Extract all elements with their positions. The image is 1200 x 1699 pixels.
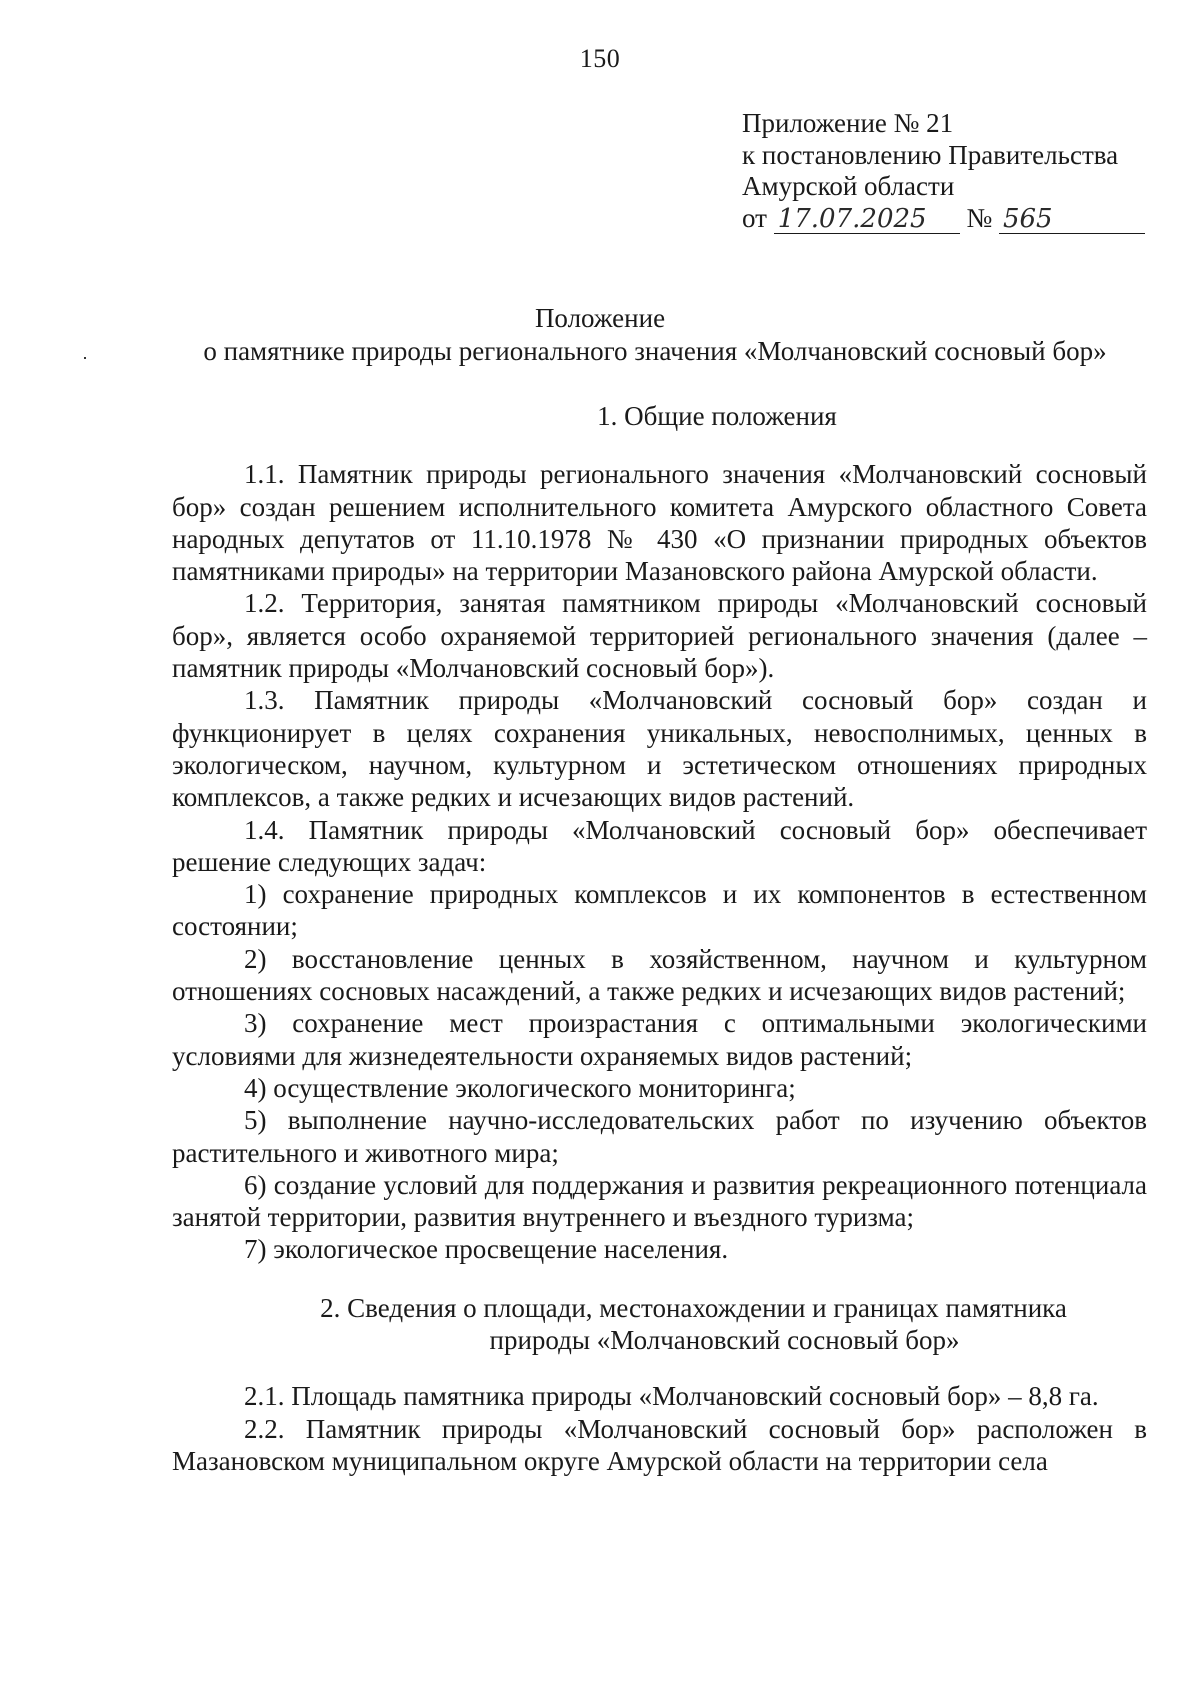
paragraph-2-1: 2.1. Площадь памятника природы «Молчановский сосновый бор» – 8,8 га. — [244, 1381, 1099, 1412]
appendix-block — [742, 108, 1145, 234]
appendix-resolution: к постановлению Правительства — [742, 139, 1119, 170]
page-number: 150 — [579, 44, 621, 73]
paragraph-2-2: 2.2. Памятник природы «Молчановский сосновый бор» расположен в Мазановском муниципальном округе Амурской области на территории села — [172, 1413, 1147, 1476]
list-item-2: 2) восстановление ценных в хозяйственном, научном и культурном отношениях сосновых насаждений, а также редких и исчезающих видов растений; — [172, 943, 1147, 1007]
handwritten-number: 565 — [999, 205, 1145, 234]
list-item-3: 3) сохранение мест произрастания с оптимальными экологическими условиями для жизнедеятельности охраняемых видов растений; — [172, 1008, 1147, 1071]
list-item-4: 4) осуществление экологического мониторинга; — [244, 1072, 796, 1103]
section-2-heading-line-1: 2. Сведения о площади, местонахождении и границах памятника — [320, 1292, 1067, 1323]
document-title — [0, 302, 1200, 368]
list-item-5: 5) выполнение научно-исследовательских работ по изучению объектов растительного и животного мира; — [172, 1105, 1147, 1168]
appendix-region: Амурской области — [742, 171, 955, 201]
appendix-date-number — [742, 203, 1145, 235]
section-1-heading: 1. Общие положения — [597, 401, 837, 431]
title-line-2: о памятнике природы регионального значения «Молчановский сосновый бор» — [203, 336, 1107, 366]
list-item-7: 7) экологическое просвещение населения. — [244, 1234, 729, 1265]
section-2-heading-line-2: природы «Молчановский сосновый бор» — [489, 1325, 960, 1356]
section-2-heading — [172, 1292, 1147, 1357]
paragraph-1-1: 1.1. Памятник природы регионального значения «Молчановский сосновый бор» создан решением исполнительного комитета Амурского областного Совета народных депутатов от 11.10.1978 № 430 «О признании природных объектов памятниками природы» на территории Мазановского района Амурской области. — [172, 459, 1147, 587]
number-prefix: № — [966, 202, 993, 233]
paragraph-1-3: 1.3. Памятник природы «Молчановский сосновый бор» создан и функционирует в целях сохранения уникальных, невосполнимых, ценных в экологическом, научном, культурном и эстетическом отношениях природных комплексов, а также редких и исчезающих видов растений. — [172, 685, 1147, 813]
appendix-title: Приложение № 21 — [742, 108, 954, 138]
list-item-6: 6) создание условий для поддержания и развития рекреационного потенциала занятой территории, развития внутреннего и въездного туризма; — [172, 1169, 1147, 1233]
list-item-1: 1) сохранение природных комплексов и их компонентов в естественном состоянии; — [172, 879, 1147, 942]
date-prefix: от — [742, 202, 767, 233]
paragraph-1-2: 1.2. Территория, занятая памятником природы «Молчановский сосновый бор», является особо охраняемой территорией регионального значения (далее – памятник природы «Молчановский сосновый бор»). — [172, 588, 1147, 684]
handwritten-date: 17.07.2025 — [774, 205, 960, 234]
paragraph-1-4: 1.4. Памятник природы «Молчановский сосновый бор» обеспечивает решение следующих задач: — [172, 814, 1147, 877]
title-line-1: Положение — [534, 303, 666, 333]
document-body — [172, 400, 1147, 1477]
